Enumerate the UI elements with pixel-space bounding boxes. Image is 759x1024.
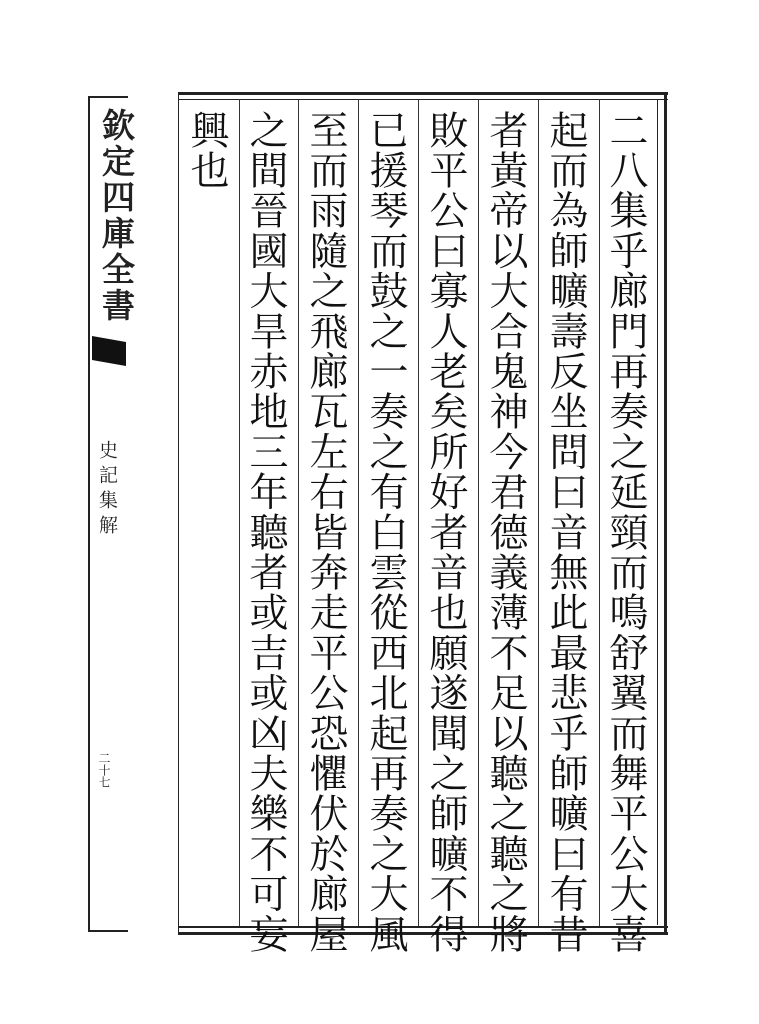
frame-right-inner-line: [657, 99, 658, 925]
column-separator: [599, 99, 600, 926]
fish-tail-mark-icon: [92, 336, 126, 366]
frame-top-line: [178, 92, 668, 95]
text-column-2: 起而為師曠壽反坐問曰音無此最悲乎師曠曰有昔: [543, 110, 588, 955]
fold-page-number: 二十七: [97, 752, 111, 788]
text-column-7: 之間晉國大旱赤地三年聽者或吉或凶夫樂不可妄: [243, 110, 288, 955]
column-separator: [478, 99, 479, 926]
column-separator: [538, 99, 539, 926]
text-column-4: 敗平公曰寡人老矣所好者音也願遂聞之師曠不得: [423, 110, 468, 955]
text-column-1: 二八集乎廊門再奏之延頸而鳴舒翼而舞平公大喜: [603, 110, 648, 955]
fold-header-title: 欽定四庫全書: [97, 108, 136, 324]
fold-top-line: [88, 96, 128, 98]
fold-book-title: 史記集解: [96, 440, 118, 540]
column-separator: [298, 99, 299, 926]
frame-top-inner-line: [178, 99, 668, 100]
fold-edge-line: [88, 96, 90, 932]
text-column-6: 至而雨隨之飛廊瓦左右皆奔走平公恐懼伏於廊屋: [303, 110, 348, 955]
column-separator: [239, 99, 240, 926]
column-separator: [358, 99, 359, 926]
fold-bottom-line: [88, 930, 128, 932]
frame-left-line: [178, 95, 179, 933]
text-column-8: 興也: [184, 110, 229, 191]
frame-right-line: [664, 92, 667, 932]
column-separator: [418, 99, 419, 926]
text-column-3: 者黃帝以大合鬼神今君德義薄不足以聽之聽之將: [483, 110, 528, 955]
text-column-5: 已援琴而鼓之一奏之有白雲從西北起再奏之大風: [363, 110, 408, 955]
